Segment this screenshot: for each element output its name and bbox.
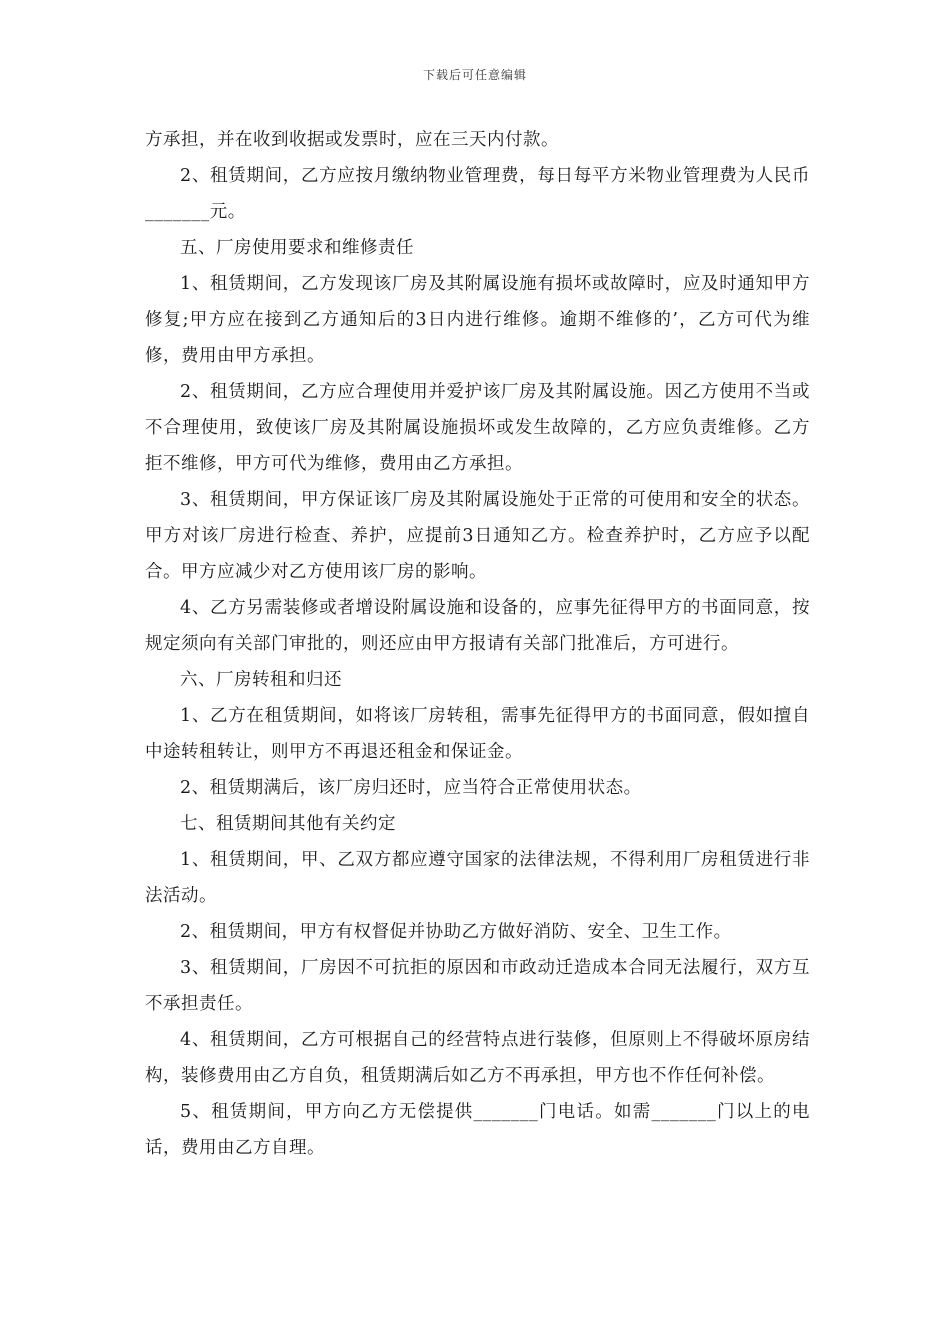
paragraph: 2、租赁期间，甲方有权督促并协助乙方做好消防、安全、卫生工作。 [180,922,732,942]
paragraph: 2、租赁期满后，该厂房归还时，应当符合正常使用状态。 [180,778,642,798]
section-heading: 七、租赁期间其他有关约定 [180,814,396,834]
paragraph: 4、租赁期间，乙方可根据自己的经营特点进行装修，但原则上不得破坏原房结构，装修费用由乙方自负，租赁期满后如乙方不再承担，甲方也不作任何补偿。 [145,1030,810,1086]
paragraph: 5、租赁期间，甲方向乙方无偿提供_______门电话。如需_______门以上的电话，费用由乙方自理。 [145,1102,810,1158]
paragraph: 1、乙方在租赁期间，如将该厂房转租，需事先征得甲方的书面同意，假如擅自中途转租转让，则甲方不再退还租金和保证金。 [145,706,810,762]
paragraph: 2、租赁期间，乙方应按月缴纳物业管理费，每日每平方米物业管理费为人民币_______元。 [145,166,810,222]
section-heading: 五、厂房使用要求和维修责任 [180,238,414,258]
paragraph: 1、租赁期间，乙方发现该厂房及其附属设施有损坏或故障时，应及时通知甲方修复;甲方应在接到乙方通知后的3日内进行维修。逾期不维修的’，乙方可代为维修，费用由甲方承担。 [145,274,810,366]
page-header: 下载后可任意编辑 [422,68,527,82]
document-body [145,122,810,1166]
paragraph: 3、租赁期间，甲方保证该厂房及其附属设施处于正常的可使用和安全的状态。甲方对该厂房进行检查、养护，应提前3日通知乙方。检查养护时，乙方应予以配合。甲方应减少对乙方使用该厂房的影响。 [145,490,810,582]
paragraph: 4、乙方另需装修或者增设附属设施和设备的，应事先征得甲方的书面同意，按规定须向有关部门审批的，则还应由甲方报请有关部门批准后，方可进行。 [145,598,810,654]
paragraph: 1、租赁期间，甲、乙双方都应遵守国家的法律法规，不得利用厂房租赁进行非法活动。 [145,850,810,906]
section-heading: 六、厂房转租和归还 [180,670,342,690]
paragraph: 3、租赁期间，厂房因不可抗拒的原因和市政动迁造成本合同无法履行，双方互不承担责任。 [145,958,810,1014]
paragraph: 2、租赁期间，乙方应合理使用并爱护该厂房及其附属设施。因乙方使用不当或不合理使用，致使该厂房及其附属设施损坏或发生故障的，乙方应负责维修。乙方拒不维修，甲方可代为维修，费用由乙方承担。 [145,382,810,474]
paragraph: 方承担，并在收到收据或发票时，应在三天内付款。 [145,130,559,150]
